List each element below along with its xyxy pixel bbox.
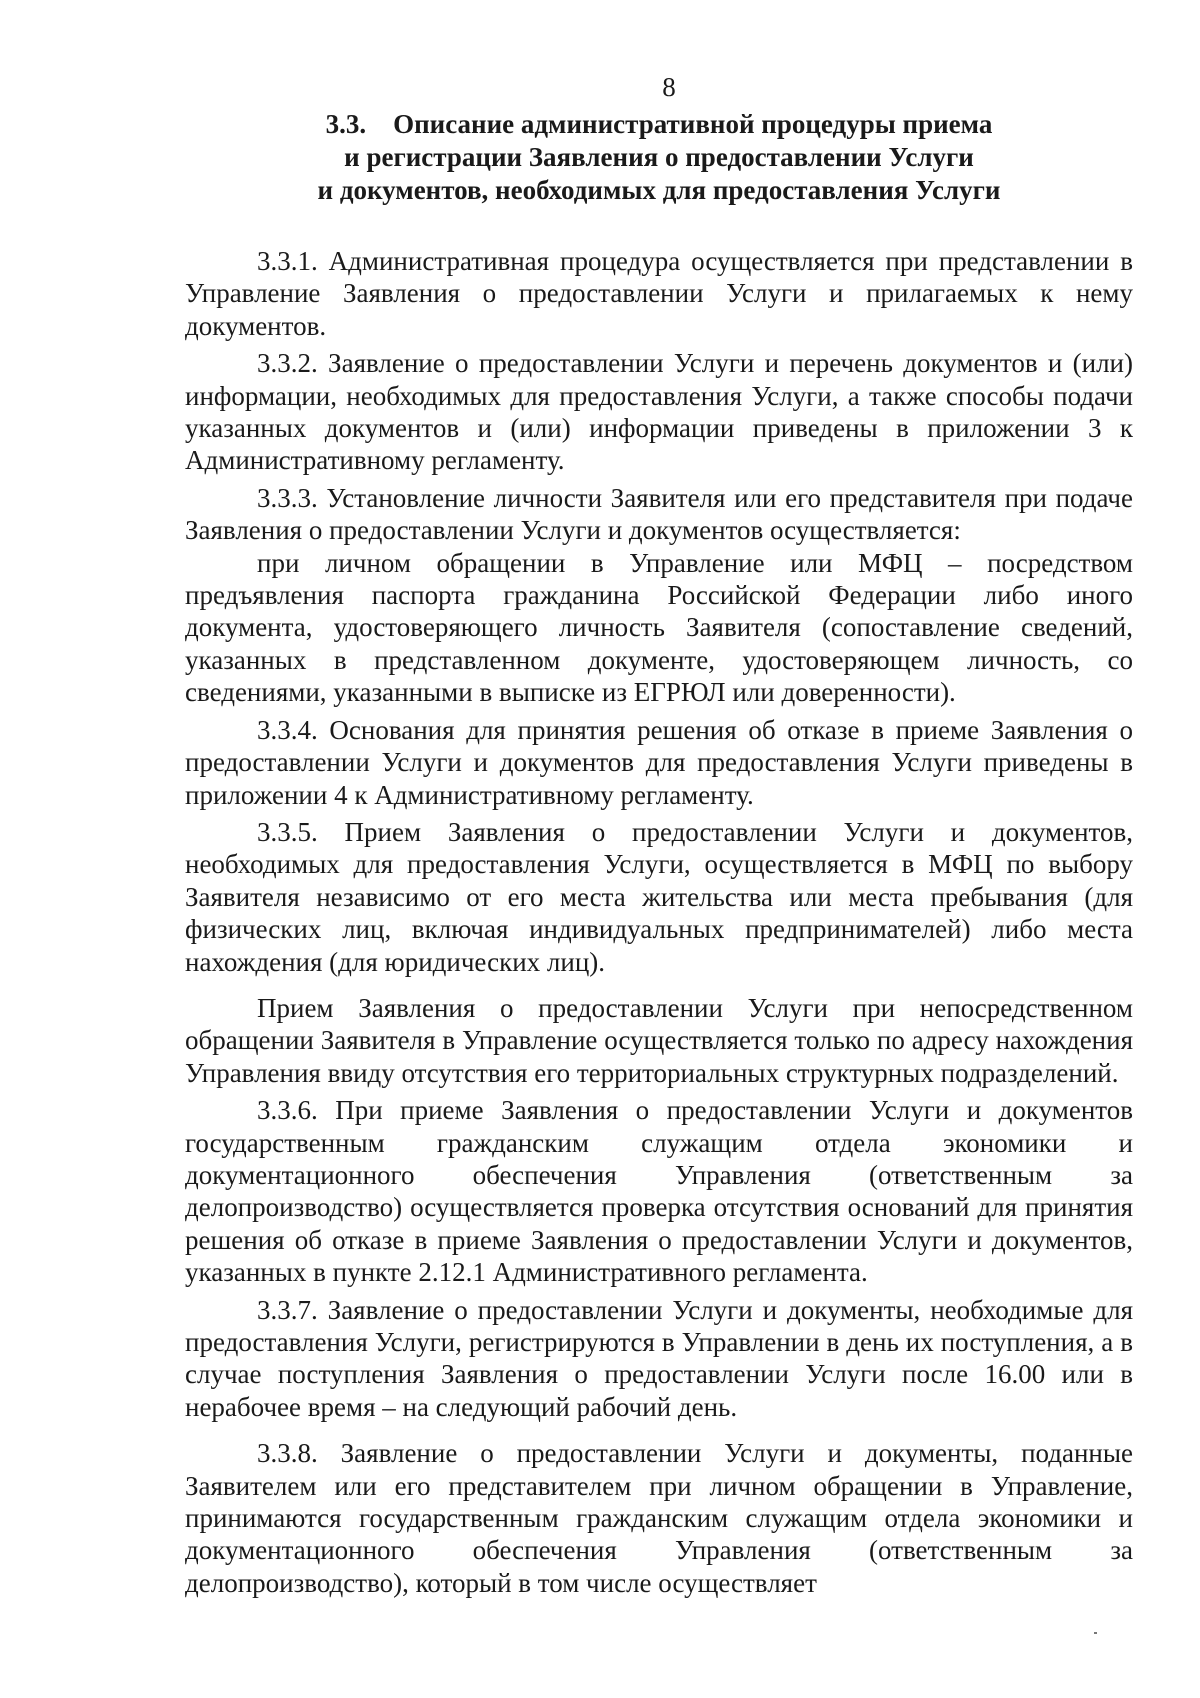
paragraph-3-3-8: 3.3.8. Заявление о предоставлении Услуги и документы, поданные Заявителем или его представителем при личном обращении в Управление, принимаются государственным гражданским служащим отдела экономики и документационного обеспечения Управления (ответственным за делопроизводство), который в том числе осуществляет [185,1438,1133,1598]
paragraph-3-3-5-direct: Прием Заявления о предоставлении Услуги при непосредственном обращении Заявителя в Управление осуществляется только по адресу нахождения Управления ввиду отсутствия его территориальных структурных подразделений. [185,992,1133,1088]
paragraph-3-3-2: 3.3.2. Заявление о предоставлении Услуги и перечень документов и (или) информации, необходимых для предоставления Услуги, а также способы подачи указанных документов и (или) информации приведены в приложении 3 к Административному регламенту. [185,348,1133,476]
paragraph-3-3-3-personal: при личном обращении в Управление или МФЦ – посредством предъявления паспорта гражданина Российской Федерации либо иного документа, удостоверяющего личность Заявителя (сопоставление сведений, указанных в представленном документе, удостоверяющем личность, со сведениями, указанными в выписке из ЕГРЮЛ или доверенности). [185,547,1133,708]
section-title [185,108,1133,207]
scan-speck [1094,1632,1097,1634]
section-title-line: и документов, необходимых для предоставления Услуги [317,175,1001,205]
paragraph-3-3-3: 3.3.3. Установление личности Заявителя или его представителя при подаче Заявления о предоставлении Услуги и документов осуществляется: [185,482,1133,546]
paragraph-3-3-1: 3.3.1. Административная процедура осуществляется при представлении в Управление Заявления о предоставлении Услуги и прилагаемых к нему документов. [185,246,1133,341]
section-title-line: и регистрации Заявления о предоставлении Услуги [344,142,974,172]
document-page [185,70,1133,1599]
paragraph-3-3-5: 3.3.5. Прием Заявления о предоставлении Услуги и документов, необходимых для предоставления Услуги, осуществляется в МФЦ по выбору Заявителя независимо от его места жительства или места пребывания (для физических лиц, включая индивидуальных предпринимателей) либо места нахождения (для юридических лиц). [185,816,1133,977]
paragraph-3-3-4: 3.3.4. Основания для принятия решения об отказе в приеме Заявления о предоставлении Услуги и документов для предоставления Услуги приведены в приложении 4 к Административному регламенту. [185,714,1133,810]
paragraph-3-3-7: 3.3.7. Заявление о предоставлении Услуги и документы, необходимые для предоставления Услуги, регистрируются в Управлении в день их поступления, а в случае поступления Заявления о предоставлении Услуги после 16.00 или в нерабочее время – на следующий рабочий день. [185,1294,1133,1422]
page-number: 8 [662,72,676,102]
paragraph-3-3-6: 3.3.6. При приеме Заявления о предоставлении Услуги и документов государственным гражданским служащим отдела экономики и документационного обеспечения Управления (ответственным за делопроизводство) осуществляется проверка отсутствия оснований для принятия решения об отказе в приеме Заявления о предоставлении Услуги и документов, указанных в пункте 2.12.1 Административного регламента. [185,1095,1133,1288]
section-title-line: 3.3. Описание административной процедуры приема [325,109,993,139]
